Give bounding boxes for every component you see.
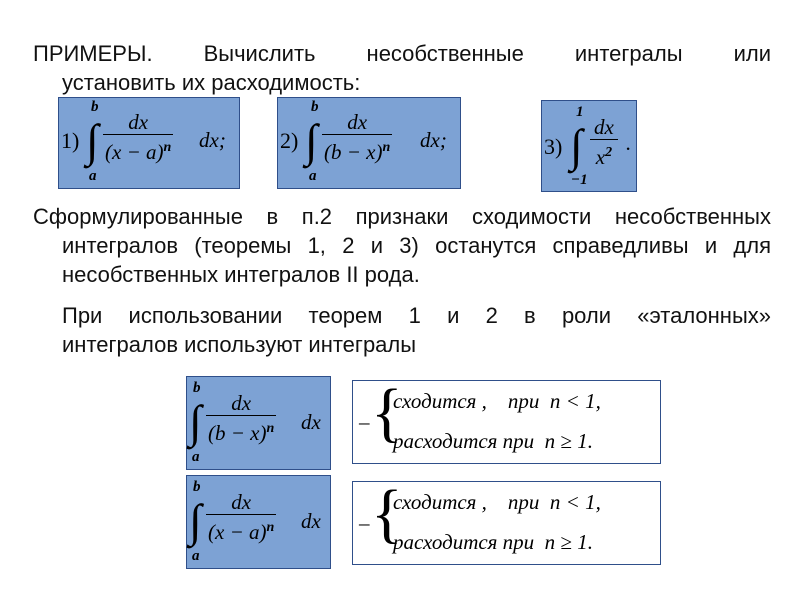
denominator-base: (x − a)	[105, 140, 164, 164]
denominator	[206, 416, 276, 446]
denominator	[594, 140, 614, 170]
paragraph-1-line-3: несобственных интегралов II рода.	[62, 262, 420, 287]
case-diverges: расходится при n ≥ 1.	[393, 530, 593, 554]
example-3-label: 3)	[544, 134, 563, 159]
fraction	[322, 110, 392, 165]
integral-sign: ∫	[189, 495, 202, 546]
upper-limit: b	[91, 99, 99, 115]
denominator-base: (b − x)	[208, 421, 267, 445]
paragraph-2-line-1: При использовании теорем 1 и 2 в роли «эталонных»	[62, 303, 771, 328]
fraction	[590, 115, 618, 170]
exponent: n	[266, 421, 275, 436]
heading-line-2: установить их расходимость:	[62, 70, 361, 95]
denominator-base: (b − x)	[324, 140, 383, 164]
brace: {	[371, 477, 403, 550]
fraction	[103, 110, 173, 165]
integral-sign: ∫	[305, 115, 318, 166]
integral-sign: ∫	[570, 120, 583, 171]
denominator	[103, 135, 173, 165]
example-1-formula	[58, 97, 240, 189]
fraction	[206, 490, 276, 545]
exponent: 2	[605, 145, 613, 160]
example-3-formula	[541, 100, 637, 192]
differential: dx;	[199, 128, 226, 152]
fraction	[206, 391, 276, 446]
numerator: dx	[231, 490, 252, 514]
lower-limit: a	[309, 168, 317, 184]
minus-sign: –	[359, 511, 370, 535]
example-2-formula	[277, 97, 461, 189]
brace: {	[371, 376, 403, 449]
standard-integral-2	[186, 475, 331, 569]
denominator	[206, 515, 276, 545]
exponent: n	[382, 140, 391, 155]
upper-limit: b	[193, 479, 201, 495]
denominator-base: x	[595, 145, 606, 169]
upper-limit: b	[193, 380, 201, 396]
paragraph-1-line-1: Сформулированные в п.2 признаки сходимости несобственных	[33, 204, 771, 229]
denominator	[322, 135, 392, 165]
differential: dx	[301, 410, 321, 434]
differential: dx;	[420, 128, 447, 152]
numerator: dx	[128, 110, 149, 134]
exponent: n	[163, 140, 172, 155]
example-1-label: 1)	[61, 128, 80, 153]
lower-limit: −1	[571, 172, 588, 188]
differential: dx	[301, 509, 321, 533]
standard-integral-1	[186, 376, 331, 470]
upper-limit: b	[311, 99, 319, 115]
heading-line-1: ПРИМЕРЫ. Вычислить несобственные интегралы или	[33, 41, 771, 66]
paragraph-2-line-2: интегралов используют интегралы	[62, 332, 417, 357]
upper-limit: 1	[576, 104, 584, 120]
numerator: dx	[347, 110, 368, 134]
period: .	[626, 131, 632, 155]
integral-sign: ∫	[189, 396, 202, 447]
standard-integral-2-cases	[352, 477, 661, 565]
lower-limit: a	[89, 168, 97, 184]
integral-sign: ∫	[86, 115, 99, 166]
standard-integral-1-cases	[352, 376, 661, 464]
numerator: dx	[594, 115, 614, 139]
exponent: n	[266, 520, 275, 535]
minus-sign: –	[359, 410, 370, 434]
case-converges: сходится , при n < 1,	[393, 389, 601, 413]
paragraph-1-line-2: интегралов (теоремы 1, 2 и 3) останутся справедливы и для	[62, 233, 771, 258]
case-diverges: расходится при n ≥ 1.	[393, 429, 593, 453]
case-converges: сходится , при n < 1,	[393, 490, 601, 514]
lower-limit: a	[192, 449, 200, 465]
example-2-label: 2)	[280, 128, 299, 153]
lower-limit: a	[192, 548, 200, 564]
denominator-base: (x − a)	[208, 520, 267, 544]
numerator: dx	[231, 391, 252, 415]
